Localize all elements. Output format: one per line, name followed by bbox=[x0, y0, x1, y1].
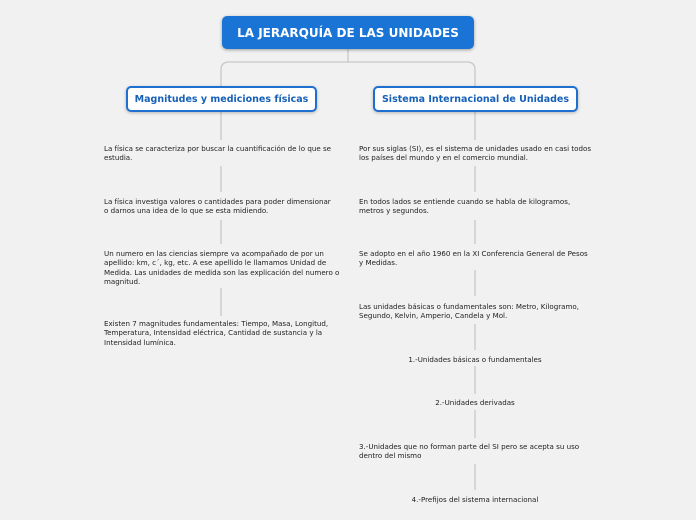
left-leaf-4[interactable]: Existen 7 magnitudes fundamentales: Tiempo, Masa, Longitud, Temperatura, Intensidad eléctrica, Cantidad de sustancia y la Intensidad lumínica. bbox=[104, 319, 329, 347]
root-title: LA JERARQUÍA DE LAS UNIDADES bbox=[237, 25, 459, 40]
branch-magnitudes[interactable] bbox=[126, 86, 317, 112]
right-leaf-4[interactable]: Las unidades básicas o fundamentales son: Metro, Kilogramo, Segundo, Kelvin, Amperio, Candela y Mol. bbox=[359, 302, 579, 321]
left-leaf-3[interactable]: Un numero en las ciencias siempre va acompañado de por un apellido: km, c´, kg, etc. A ese apellido le llamamos Unidad de Medida. Las unidades de medida son las explicación del numero o magnitud. bbox=[104, 249, 340, 287]
root-node[interactable] bbox=[222, 16, 474, 49]
right-leaf-5[interactable]: 1.-Unidades básicas o fundamentales bbox=[408, 355, 542, 364]
right-leaf-2[interactable]: En todos lados se entiende cuando se habla de kilogramos, metros y segundos. bbox=[359, 197, 571, 216]
right-leaf-8[interactable]: 4.-Prefijos del sistema internacional bbox=[411, 495, 539, 504]
left-leaf-2[interactable]: La física investiga valores o cantidades para poder dimensionar o darnos una idea de lo que se esta midiendo. bbox=[104, 197, 331, 216]
branch-si-title: Sistema Internacional de Unidades bbox=[381, 93, 570, 105]
right-leaf-1[interactable]: Por sus siglas (SI), es el sistema de unidades usado en casi todos los países del mundo y en el comercio mundial. bbox=[359, 144, 592, 163]
branch-sistema-internacional[interactable] bbox=[373, 86, 578, 112]
right-leaf-6[interactable]: 2.-Unidades derivadas bbox=[435, 398, 515, 407]
right-leaf-3[interactable]: Se adopto en el año 1960 en la XI Conferencia General de Pesos y Medidas. bbox=[359, 249, 588, 268]
right-leaf-7[interactable]: 3.-Unidades que no forman parte del SI pero se acepta su uso dentro del mismo bbox=[359, 442, 580, 461]
branch-magnitudes-title: Magnitudes y mediciones físicas bbox=[134, 93, 309, 105]
left-leaf-1[interactable]: La física se caracteriza por buscar la cuantificación de lo que se estudia. bbox=[104, 144, 332, 163]
